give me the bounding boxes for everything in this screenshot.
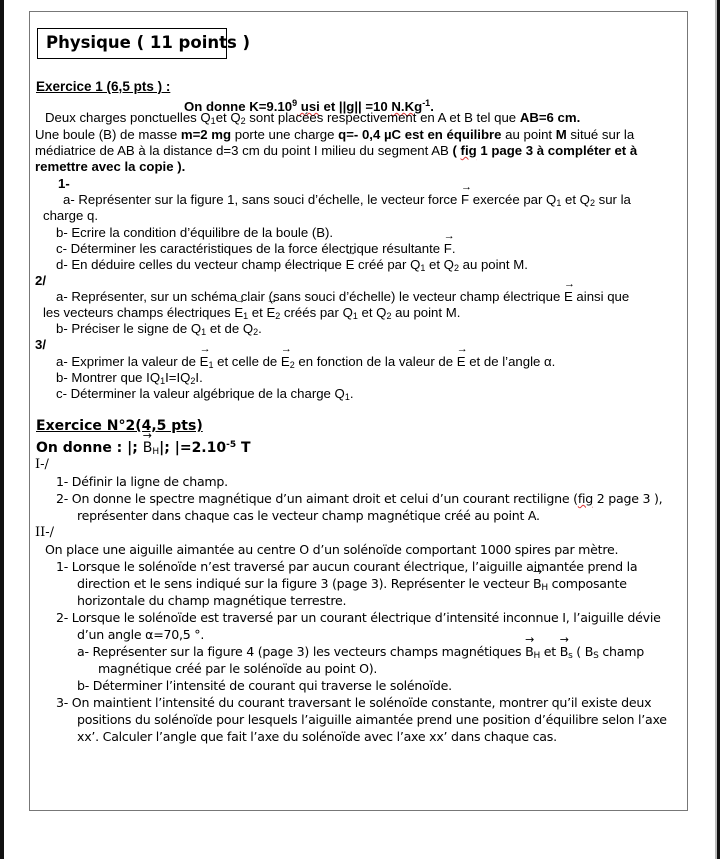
subscript: 2: [589, 198, 595, 208]
left-edge-strip: [0, 0, 4, 859]
text: au point: [501, 127, 556, 142]
exercise1-intro-line4: remettre avec la copie ).: [35, 159, 186, 174]
subscript: 1: [556, 198, 562, 208]
given-text: On donne K=9.10: [184, 99, 293, 114]
vector-BH: → B: [143, 440, 153, 456]
text: ( B: [572, 644, 594, 659]
bold-text: 1 page 3 à compléter et à: [476, 143, 638, 158]
text: les vecteurs champs électriques: [43, 305, 235, 320]
part2-label: II-/: [35, 525, 55, 540]
vector-E1: → E: [200, 354, 209, 370]
bold-text: AB=6 cm.: [519, 110, 581, 125]
vector-BH: → B: [525, 644, 533, 660]
text: b- Montrer que IQ: [56, 370, 161, 385]
part1-label: I-/: [35, 457, 49, 472]
exercise2-title: Exercice N°2(4,5 pts): [36, 418, 203, 434]
text: fig: [577, 491, 594, 506]
question3c: [56, 386, 354, 405]
question1b: b- Ecrire la condition d’équilibre de la boule (B).: [56, 225, 334, 240]
subscript: 1: [344, 392, 350, 402]
text: On donne : |;: [36, 440, 143, 456]
text: et Q: [425, 257, 454, 272]
text: exercée par Q: [469, 192, 557, 207]
subscript: H: [541, 583, 548, 593]
bold-text: (: [452, 143, 461, 158]
vector-E1: → E: [234, 305, 243, 321]
text: créé par Q: [354, 257, 421, 272]
part2-item1-line1: 1- Lorsque le solénoïde n’est traversé par aucun courant électrique, l’aiguille aimantée prend la: [56, 559, 638, 574]
vector-E: → E: [457, 354, 466, 370]
part1-item1: 1- Définir la ligne de champ.: [56, 474, 228, 489]
text: sur la: [594, 192, 631, 207]
text: et Q: [215, 110, 241, 125]
text: sont placées respectivement en A et B tel que: [245, 110, 520, 125]
part2-item1-line3: horizontale du champ magnétique terrestre.: [77, 593, 347, 608]
part2-item2-line1: 2- Lorsque le solénoïde est traversé par un courant électrique d’intensité inconnue I, l’aiguille dévie: [56, 610, 661, 625]
bold-text: fig: [460, 143, 477, 158]
text: I=IQ: [165, 370, 191, 385]
subscript: H: [152, 447, 160, 457]
text: 2- On donne le spectre magnétique d’un aimant droit et celui d’un courant rectiligne (: [56, 491, 578, 506]
text: ainsi que: [572, 289, 630, 304]
exercise1-intro-line3: [35, 143, 637, 159]
exercise1-intro-line2: [35, 127, 634, 143]
vector-F: → F: [444, 241, 452, 257]
text: a- Représenter sur la figure 1, sans souci d’échelle, le vecteur force: [63, 192, 462, 207]
question3-label: 3/: [35, 337, 46, 352]
given-unit-exp: -1: [422, 98, 431, 108]
vector-BH: → B: [533, 576, 541, 592]
text: |; |=2.10: [159, 440, 227, 456]
bold-text: m=2 mg: [180, 127, 232, 142]
subscript: 2: [386, 311, 392, 321]
subscript: 1: [201, 327, 207, 337]
subscript: 1: [208, 360, 214, 370]
text: d- En déduire celles du vecteur champ électrique: [56, 257, 346, 272]
part2-item3-line2: positions du solénoïde pour lesquels l’aiguille aimantée prend une position d’équilibre selon l’axe: [77, 712, 667, 727]
question2b: [56, 321, 262, 340]
text: c- Déterminer la valeur algébrique de la charge Q: [56, 386, 345, 401]
given-unit: N.Kg: [391, 99, 423, 114]
exam-page: [29, 11, 688, 811]
text: b- Préciser le signe de Q: [56, 321, 202, 336]
given-end: .: [430, 99, 434, 114]
part2-item2-line2: d’un angle α=70,5 °.: [77, 627, 205, 642]
given-g: et ||g|| =10: [319, 99, 392, 114]
question1a-line2: charge q.: [43, 208, 98, 223]
page-title: Physique ( 11 points ): [37, 28, 227, 59]
subscript: H: [533, 651, 540, 661]
text: .: [451, 241, 456, 256]
text: au point M.: [458, 257, 528, 272]
text: au point M.: [391, 305, 461, 320]
exercise2-given: [36, 437, 251, 460]
text: champ: [598, 644, 644, 659]
text: et: [539, 644, 560, 659]
vector-E: → E: [564, 289, 573, 305]
subscript: 2: [240, 116, 246, 126]
text: et de l’angle α.: [465, 354, 556, 369]
text: composante: [547, 576, 627, 591]
text: et Q: [357, 305, 387, 320]
subscript: 2: [190, 376, 196, 386]
text: et celle de: [213, 354, 281, 369]
text: direction et le sens indiqué sur la figure 3 (page 3). Représenter le vecteur: [77, 576, 533, 591]
question1d: [56, 257, 528, 276]
text: et: [248, 305, 267, 320]
vector-E2: → E: [266, 305, 275, 321]
subscript: 1: [210, 116, 216, 126]
text: T: [236, 440, 251, 456]
vector-F: → F: [461, 192, 469, 208]
text: .: [258, 321, 262, 336]
text: porte une charge: [231, 127, 339, 142]
text: situé sur la: [566, 127, 635, 142]
text: en fonction de la valeur de: [294, 354, 457, 369]
text: Une boule (B) de masse: [35, 127, 181, 142]
subscript: 2: [289, 360, 295, 370]
subscript: 2: [453, 263, 459, 273]
vector-BS: → B: [560, 644, 568, 660]
question1c: [56, 241, 455, 257]
subscript: 1: [352, 311, 358, 321]
part1-item2-line2: représenter dans chaque cas le vecteur champ magnétique créé au point A.: [77, 508, 540, 523]
question1-label: 1-: [58, 176, 70, 191]
part2-item3-line1: 3- On maintient l’intensité du courant traversant le solénoïde constante, montrer qu’il existe deux: [56, 695, 652, 710]
text: et Q: [561, 192, 590, 207]
vector-E: → E: [346, 257, 355, 273]
text: 2 page 3 ),: [593, 491, 663, 506]
bold-text: M: [555, 127, 567, 142]
bold-text: q=- 0,4 µC est en équilibre: [338, 127, 502, 142]
question2a-line1: [56, 289, 629, 305]
part2-item2b: b- Déterminer l’intensité de courant qui traverse le solénoïde.: [77, 678, 452, 693]
part2-item3-line3: xx’. Calculer l’angle que fait l’axe du solénoïde avec l’axe xx’ dans chaque cas.: [77, 729, 557, 744]
text: a- Exprimer la valeur de: [56, 354, 200, 369]
part2-intro: On place une aiguille aimantée au centre O d’un solénoïde comportant 1000 spires par mètre.: [45, 542, 619, 557]
part2-item2a-line2: magnétique créé par le solénoïde au point O).: [98, 661, 378, 676]
subscript: 2: [275, 311, 281, 321]
vector-E2: → E: [281, 354, 290, 370]
part1-item2-line1: [56, 491, 662, 507]
text: Deux charges ponctuelles Q: [45, 110, 211, 125]
subscript: 1: [420, 263, 426, 273]
question1a-line1: [63, 192, 631, 211]
text: c- Déterminer les caractéristiques de la force électrique résultante: [56, 241, 444, 256]
text: et de Q: [206, 321, 254, 336]
subscript: s: [568, 651, 573, 661]
text: créés par Q: [280, 305, 353, 320]
subscript: 1: [160, 376, 166, 386]
question2-label: 2/: [35, 273, 46, 288]
subscript: S: [593, 651, 599, 661]
subscript: 2: [253, 327, 259, 337]
given-exp: 9: [292, 98, 298, 108]
subscript: 1: [243, 311, 249, 321]
text: a- Représenter, sur un schéma clair (sans souci d’échelle) le vecteur champ électrique: [56, 289, 564, 304]
text: médiatrice de AB à la distance d=3 cm du point I milieu du segment AB: [35, 143, 453, 158]
given-usi: usi: [297, 99, 320, 114]
text: I.: [195, 370, 203, 385]
text: .: [349, 386, 354, 401]
text: a- Représenter sur la figure 4 (page 3) les vecteurs champs magnétiques: [77, 644, 526, 659]
superscript: -5: [226, 440, 237, 450]
exercise1-title: Exercice 1 (6,5 pts ) :: [36, 79, 171, 94]
